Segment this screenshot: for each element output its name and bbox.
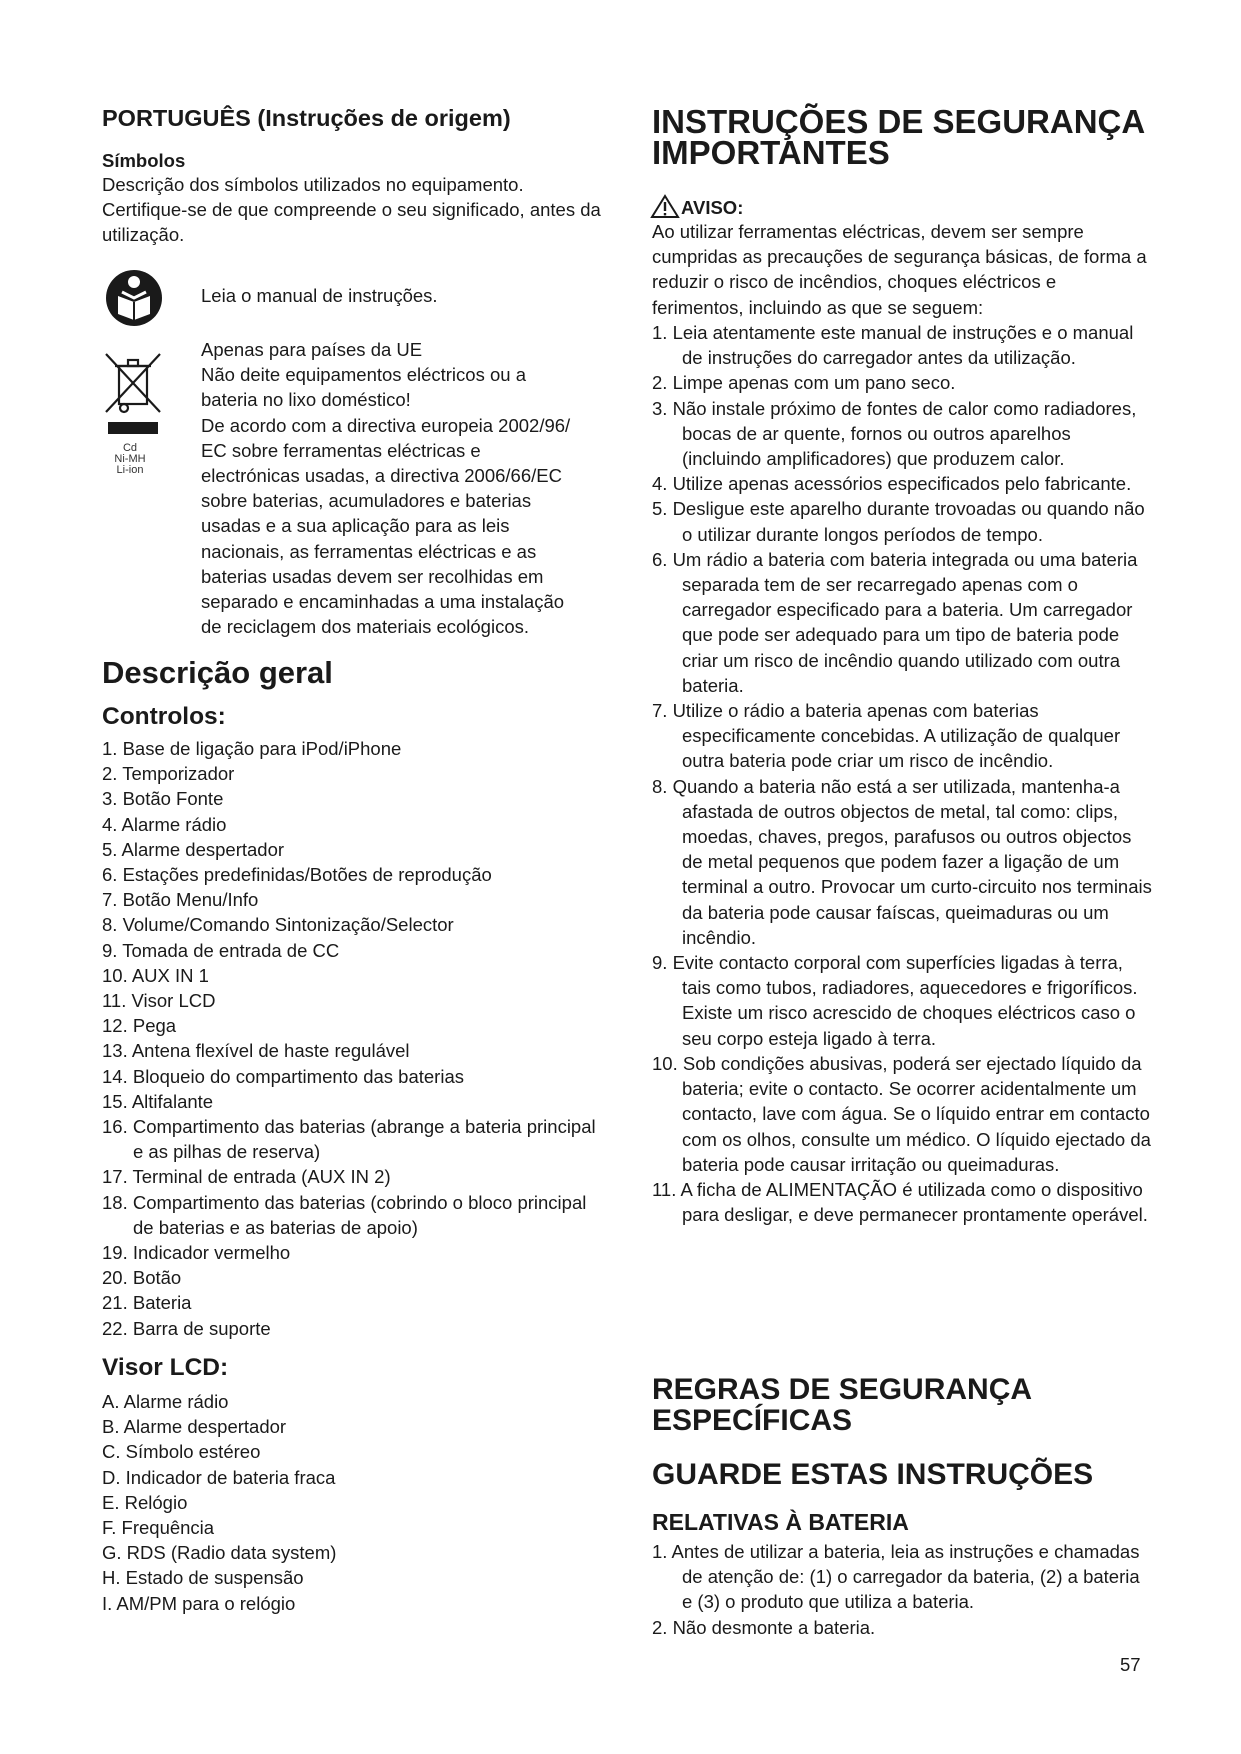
lcd-list (102, 1389, 607, 1616)
weee-line: De acordo com a directiva europeia 2002/96/ (201, 414, 571, 436)
list-item: 11. Visor LCD (102, 990, 216, 1012)
general-description-heading: Descrição geral (102, 655, 333, 690)
rules-title-line1: REGRAS DE SEGURANÇA (652, 1373, 1033, 1406)
list-item: 9. Evite contacto corporal com superfícies ligadas à terra, tais como tubos, radiadores, aquecedores e frigoríficos. Existe um risco acrescido de choques eléctricos caso o seu corpo esteja ligado à terra. (652, 952, 1138, 1049)
read-manual-icon (104, 268, 164, 328)
list-item: 8. Volume/Comando Sintonização/Selector (102, 914, 454, 936)
safety-title-line1: INSTRUÇÕES DE SEGURANÇA (652, 103, 1146, 140)
list-item: 8. Quando a bateria não está a ser utilizada, mantenha-a afastada de outros objectos de metal, tal como: clips, moedas, chaves, pregos, parafusos ou outros objectos de metal pequenos que podem fazer a ligação de um terminal a outro. Provocar um curto-circuito nos terminais da bateria pode causar faíscas, queimaduras ou um incêndio. (652, 775, 1152, 948)
list-item: 1. Leia atentamente este manual de instruções e o manual de instruções do carregador antes da utilização. (652, 322, 1134, 369)
weee-line: Apenas para países da UE (201, 339, 423, 360)
list-item: 13. Antena flexível de haste regulável (102, 1040, 410, 1062)
list-item: 7. Botão Menu/Info (102, 889, 259, 911)
weee-line: sobre baterias, acumuladores e baterias (201, 490, 532, 512)
symbols-intro: Descrição dos símbolos utilizados no equipamento. Certifique-se de que compreende o seu significado, antes da utilização. (102, 174, 601, 246)
list-item: G. RDS (Radio data system) (102, 1542, 337, 1564)
lcd-heading: Visor LCD: (102, 1354, 229, 1381)
list-item: 17. Terminal de entrada (AUX IN 2) (102, 1166, 391, 1188)
list-item: 14. Bloqueio do compartimento das baterias (102, 1065, 464, 1087)
symbol-weee-text (201, 337, 621, 639)
list-item: B. Alarme despertador (102, 1416, 287, 1438)
list-item: 2. Temporizador (102, 763, 235, 785)
warning-label (650, 194, 743, 219)
battery-label-liion: Li-ion (116, 464, 144, 476)
symbol-read-manual-text: Leia o manual de instruções. (201, 285, 438, 306)
battery-heading: RELATIVAS À BATERIA (652, 1509, 909, 1535)
battery-type-icon (108, 443, 152, 476)
weee-line: usadas e a sua aplicação para as leis (201, 515, 510, 537)
safety-list (652, 320, 1152, 1227)
list-item: 20. Botão (102, 1267, 182, 1289)
weee-line: separado e encaminhadas a uma instalação (201, 591, 565, 613)
list-item: 11. A ficha de ALIMENTAÇÃO é utilizada como o dispositivo para desligar, e deve permanecer prontamente operável. (652, 1178, 1148, 1226)
list-item: 12. Pega (102, 1015, 177, 1037)
list-item: F. Frequência (102, 1517, 215, 1539)
list-item: 1. Base de ligação para iPod/iPhone (102, 738, 402, 759)
warning-text: AVISO: (681, 197, 744, 218)
list-item: 4. Alarme rádio (102, 813, 227, 835)
list-item: 10. Sob condições abusivas, poderá ser ejectado líquido da bateria; evite o contacto. Se ocorrer acidentalmente um contacto, lave com água. Se o líquido entrar em contacto com os olhos, consulte um médico. O líquido ejectado da bateria pode causar irritação ou queimaduras. (652, 1052, 1151, 1175)
list-item: 6. Um rádio a bateria com bateria integrada ou uma bateria separada tem de ser recarregado apenas com o carregador especificado para a bateria. Um carregador que pode ser adequado para um tipo de bateria pode criar um risco de incêndio quando utilizado com outra bateria. (652, 548, 1138, 696)
weee-line: de reciclagem dos materiais ecológicos. (201, 616, 530, 638)
battery-list (652, 1539, 1152, 1640)
list-item: 10. AUX IN 1 (102, 964, 209, 986)
specific-rules-title (652, 1374, 1172, 1436)
list-item: 7. Utilize o rádio a bateria apenas com baterias especificamente concebidas. A utilização de qualquer outra bateria pode criar um risco de incêndio. (652, 700, 1121, 772)
weee-line: baterias usadas devem ser recolhidas em (201, 565, 544, 587)
warning-triangle-icon (650, 194, 680, 219)
list-item: 6. Estações predefinidas/Botões de reprodução (102, 864, 492, 886)
controls-heading: Controlos: (102, 703, 226, 730)
list-item: I. AM/PM para o relógio (102, 1592, 296, 1614)
safety-instructions-title (652, 103, 1172, 171)
section-title-portugues: PORTUGUÊS (Instruções de origem) (102, 105, 511, 131)
weee-line: bateria no lixo doméstico! (201, 389, 411, 411)
list-item: 3. Não instale próximo de fontes de calor como radiadores, bocas de ar quente, fornos ou outros aparelhos (incluindo amplificadores) que produzem calor. (652, 397, 1137, 470)
list-item: 18. Compartimento das baterias (cobrindo o bloco principal de baterias e as baterias de apoio) (102, 1191, 587, 1238)
list-item: D. Indicador de bateria fraca (102, 1466, 336, 1488)
list-item: 2. Não desmonte a bateria. (652, 1616, 876, 1638)
list-item: 15. Altifalante (102, 1090, 214, 1112)
weee-line: Não deite equipamentos eléctricos ou a (201, 364, 526, 386)
safety-title-line2: IMPORTANTES (652, 134, 890, 171)
list-item: 19. Indicador vermelho (102, 1242, 291, 1264)
weee-line: nacionais, as ferramentas eléctricas e as (201, 540, 537, 562)
list-item: C. Símbolo estéreo (102, 1441, 261, 1463)
battery-label-cd: Cd (122, 442, 138, 454)
weee-line: EC sobre ferramentas eléctricas e (201, 439, 481, 461)
list-item: 2. Limpe apenas com um pano seco. (652, 372, 956, 394)
rules-title-line2: ESPECÍFICAS (652, 1404, 853, 1437)
list-item: 4. Utilize apenas acessórios especificados pelo fabricante. (652, 473, 1132, 495)
list-item: 5. Alarme despertador (102, 838, 285, 860)
symbols-heading: Símbolos (102, 150, 186, 171)
keep-instructions-title: GUARDE ESTAS INSTRUÇÕES (652, 1458, 1094, 1491)
list-item: 1. Antes de utilizar a bateria, leia as instruções e chamadas de atenção de: (1) o carregador da bateria, (2) a bateria e (3) o produto que utiliza a bateria. (652, 1541, 1140, 1613)
battery-label-nimh: Ni-MH (114, 453, 146, 465)
list-item: 5. Desligue este aparelho durante trovoadas ou quando não o utilizar durante longos períodos de tempo. (652, 498, 1145, 545)
list-item: 16. Compartimento das baterias (abrange a bateria principal e as pilhas de reserva) (102, 1116, 596, 1163)
list-item: E. Relógio (102, 1491, 188, 1513)
warning-intro: Ao utilizar ferramentas eléctricas, devem ser sempre cumpridas as precauções de segurança básicas, de forma a reduzir o risco de incêndios, choques eléctricos e ferimentos, incluindo as que se seguem: (652, 221, 1147, 318)
list-item: 22. Barra de suporte (102, 1317, 271, 1339)
weee-line: electrónicas usadas, a directiva 2006/66/EC (201, 465, 562, 487)
list-item: 9. Tomada de entrada de CC (102, 939, 340, 961)
list-item: 3. Botão Fonte (102, 788, 224, 810)
list-item: A. Alarme rádio (102, 1391, 229, 1412)
crossed-bin-icon (102, 350, 164, 436)
page-number: 57 (1120, 1654, 1141, 1675)
list-item: 21. Bateria (102, 1292, 192, 1314)
controls-list (102, 736, 607, 1341)
list-item: H. Estado de suspensão (102, 1567, 304, 1589)
